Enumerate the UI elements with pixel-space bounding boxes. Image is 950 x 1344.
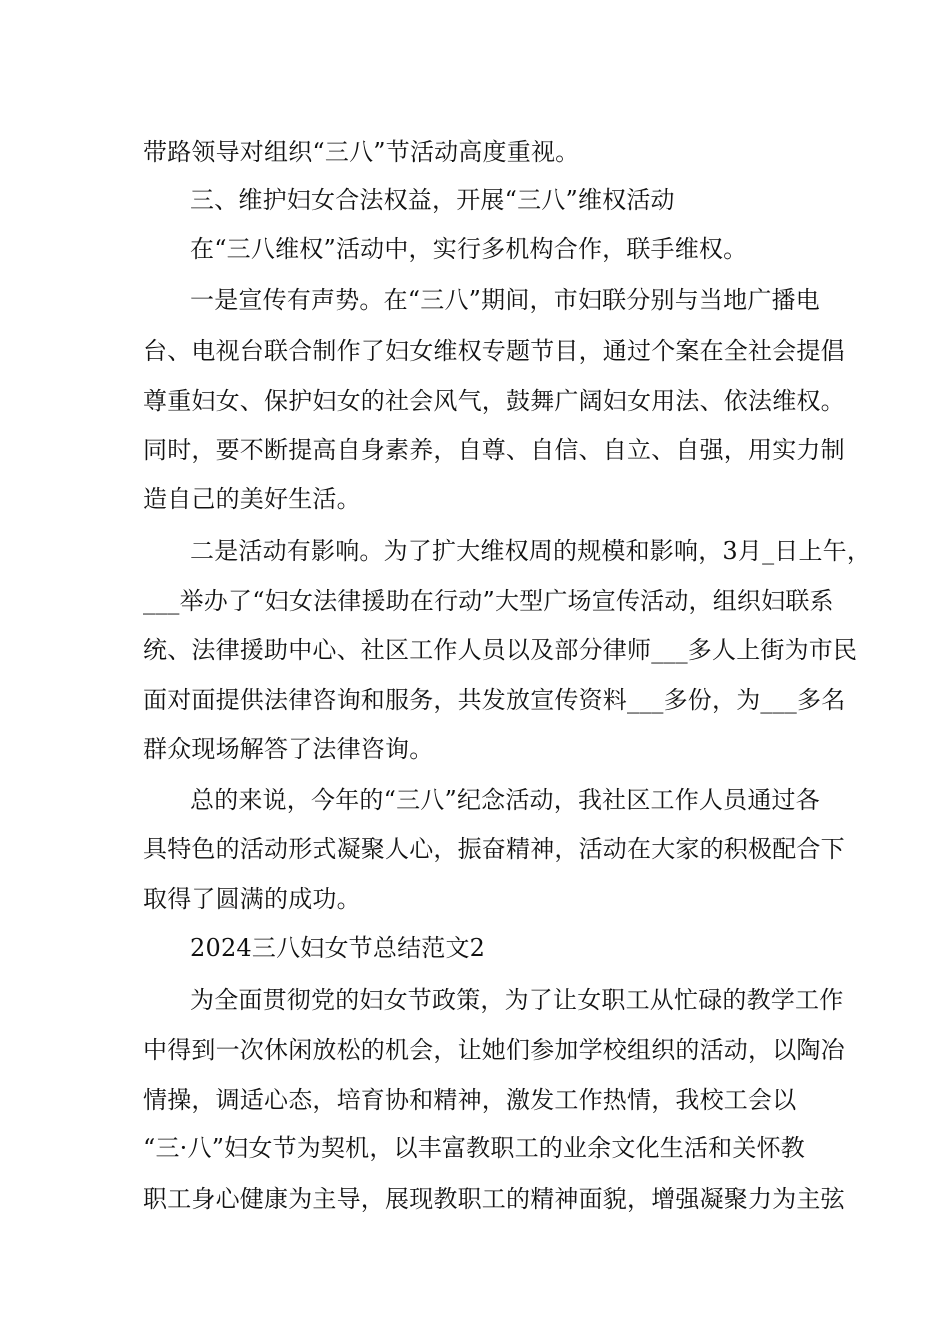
text-line: 中得到一次休闲放松的机会，让她们参加学校组织的活动，以陶冶 [143, 1036, 845, 1064]
text-line: 造自己的美好生活。 [143, 485, 361, 513]
text-line: 为全面贯彻党的妇女节政策，为了让女职工从忙碌的教学工作 [190, 986, 844, 1014]
text-line: 一是宣传有声势。在“三八”期间，市妇联分别与当地广播电 [190, 286, 820, 314]
text-line: 二是活动有影响。为了扩大维权周的规模和影响，3月_日上午， [190, 537, 872, 565]
text-line: 具特色的活动形式凝聚人心，振奋精神，活动在大家的积极配合下 [143, 835, 845, 863]
text-line: 统、法律援助中心、社区工作人员以及部分律师___多人上街为市民 [143, 636, 858, 664]
text-line: 台、电视台联合制作了妇女维权专题节目，通过个案在全社会提倡 [143, 337, 845, 365]
text-line: 总的来说，今年的“三八”纪念活动，我社区工作人员通过各 [190, 786, 820, 814]
section-heading: 三、维护妇女合法权益，开展“三八”维权活动 [190, 186, 675, 214]
text-line: ___举办了“妇女法律援助在行动”大型广场宣传活动，组织妇联系 [143, 587, 834, 615]
text-line: 尊重妇女、保护妇女的社会风气，鼓舞广阔妇女用法、依法维权。 [143, 387, 845, 415]
text-line: 同时，要不断提高自身素养，自尊、自信、自立、自强，用实力制 [143, 436, 845, 464]
text-line: 带路领导对组织“三八”节活动高度重视。 [143, 138, 580, 166]
text-line: 情操，调适心态，培育协和精神，激发工作热情，我校工会以 [143, 1086, 797, 1114]
text-line: 面对面提供法律咨询和服务，共发放宣传资料___多份，为___多名 [143, 686, 846, 714]
text-line: 职工身心健康为主导，展现教职工的精神面貌，增强凝聚力为主弦 [143, 1185, 845, 1213]
text-line: 在“三八维权”活动中，实行多机构合作，联手维权。 [190, 235, 748, 263]
text-line: 取得了圆满的成功。 [143, 885, 361, 913]
article-title: 2024三八妇女节总结范文2 [190, 934, 486, 962]
text-line: 群众现场解答了法律咨询。 [143, 735, 434, 763]
text-line: “三·八”妇女节为契机，以丰富教职工的业余文化生活和关怀教 [143, 1134, 805, 1162]
